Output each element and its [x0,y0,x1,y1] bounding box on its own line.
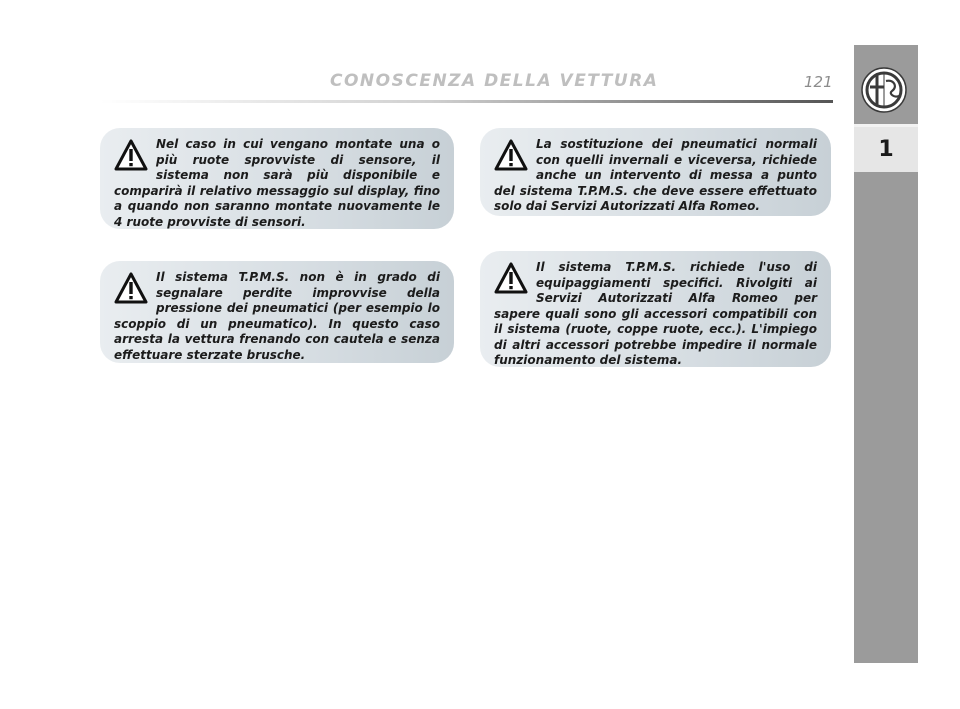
warning-triangle-icon [114,272,148,304]
header-rule [100,100,833,103]
warning-text: Nel caso in cui vengano montate una o più ruote sprovviste di sensore, il sistema non sarà più disponibile e comparirà il relativo messaggio sul display, fino a quando non saranno montate nuovamente le 4 ruote provviste di sensori. [114,137,440,229]
warning-triangle-icon [494,262,528,294]
warning-box [100,261,454,363]
warning-triangle-icon [114,139,148,171]
section-title: CONOSCENZA DELLA VETTURA [330,71,659,91]
page-number: 121 [804,73,833,91]
warning-text: Il sistema T.P.M.S. richiede l'uso di equipaggiamenti specifici. Rivolgiti ai Servizi Autorizzati Alfa Romeo per sapere quali sono gli accessori compatibili con il sistema (ruote, coppe ruote, ecc.). L'impiego di altri accessori potrebbe impedire il normale funzionamento del sistema. [494,260,817,367]
warning-box [480,251,831,367]
alfa-romeo-logo-icon [861,67,907,113]
warning-text: Il sistema T.P.M.S. non è in grado di segnalare perdite improvvise della pressione dei pneumatici (per esempio lo scoppio di un pneumatico). In questo caso arresta la vettura frenando con cautela e senza effettuare sterzate brusche. [114,270,440,362]
chapter-number: 1 [854,127,918,172]
warning-text: La sostituzione dei pneumatici normali con quelli invernali e viceversa, richiede anche un intervento di messa a punto del sistema T.P.M.S. che deve essere effettuato solo dai Servizi Autorizzati Alfa Romeo. [494,137,817,213]
warning-box [480,128,831,216]
warning-triangle-icon [494,139,528,171]
warning-box [100,128,454,229]
